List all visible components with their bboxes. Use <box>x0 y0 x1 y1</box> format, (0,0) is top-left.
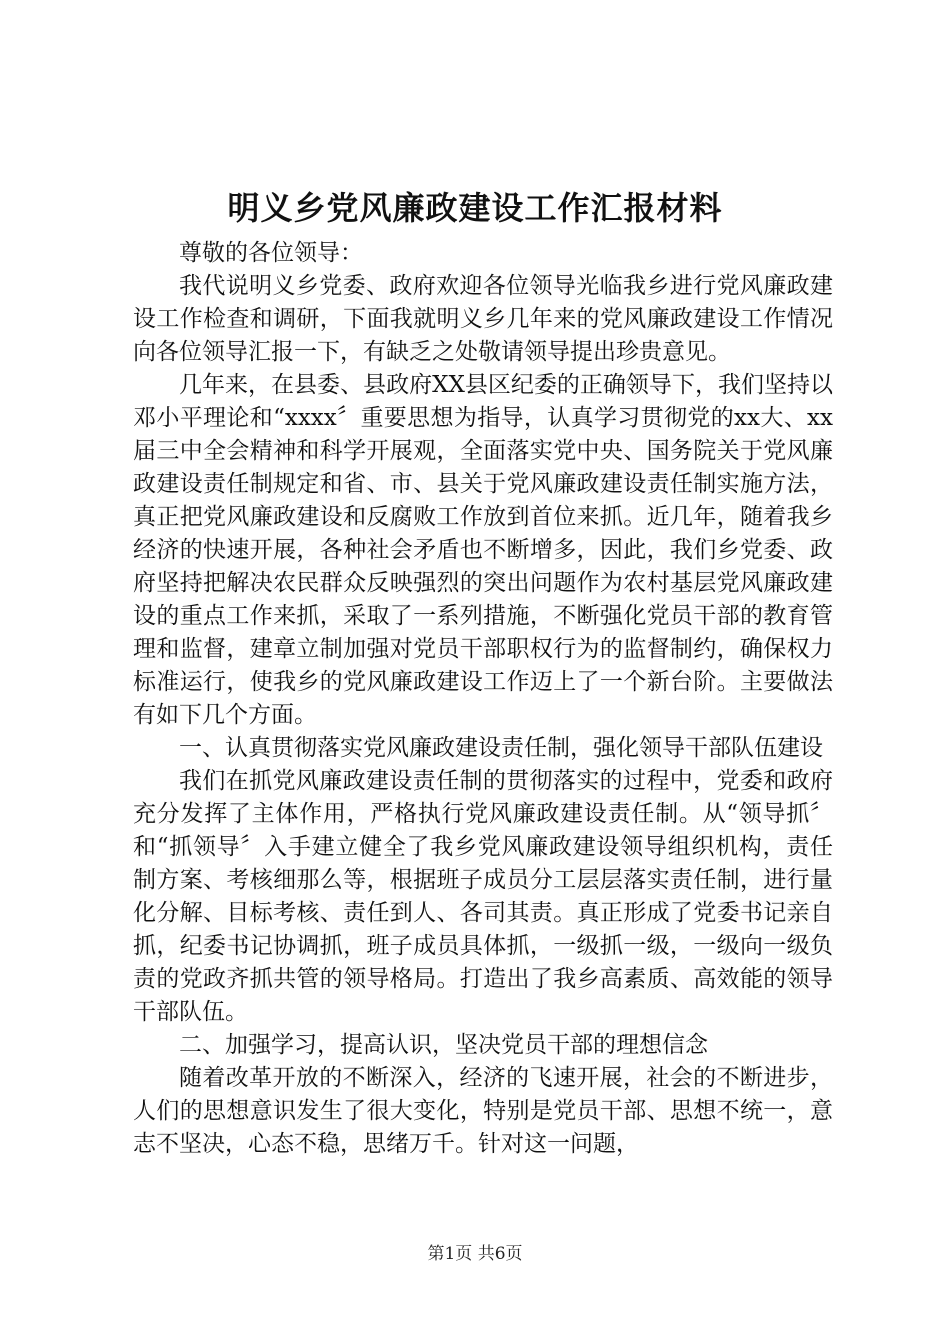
paragraph-section-1: 我们在抓党风廉政建设责任制的贯彻落实的过程中，党委和政府充分发挥了主体作用，严格执行党风廉政建设责任制。从“领导抓〞和“抓领导〞入手建立健全了我乡党风廉政建设领导组织机构，责任制方案、考核细那么等，根据班子成员分工层层落实责任制，进行量化分解、目标考核、责任到人、各司其责。真正形成了党委书记亲自抓，纪委书记协调抓，班子成员具体抓，一级抓一级，一级向一级负责的党政齐抓共管的领导格局。打造出了我乡高素质、高效能的领导干部队伍。 <box>133 768 833 1025</box>
paragraph-intro: 我代说明义乡党委、政府欢迎各位领导光临我乡进行党风廉政建设工作检查和调研，下面我就明义乡几年来的党风廉政建设工作情况向各位领导汇报一下，有缺乏之处敬请领导提出珍贵意见。 <box>133 273 833 365</box>
document-title: 明义乡党风廉政建设工作汇报材料 <box>227 189 723 227</box>
page-footer: 第1页 共6页 <box>427 1244 523 1264</box>
section-heading-1: 一、认真贯彻落实党风廉政建设责任制，强化领导干部队伍建设 <box>179 735 823 761</box>
document-body <box>133 237 833 1161</box>
paragraph-overview: 几年来，在县委、县政府XX县区纪委的正确领导下，我们坚持以邓小平理论和“xxxx〞重要思想为指导，认真学习贯彻党的xx大、xx届三中全会精神和科学开展观，全面落实党中央、国务院关于党风廉政建设责任制规定和省、市、县关于党风廉政建设责任制实施方法，真正把党风廉政建设和反腐败工作放到首位来抓。近几年，随着我乡经济的快速开展，各种社会矛盾也不断增多，因此，我们乡党委、政府坚持把解决农民群众反映强烈的突出问题作为农村基层党风廉政建设的重点工作来抓，采取了一系列措施，不断强化党员干部的教育管理和监督，建章立制加强对党员干部职权行为的监督制约，确保权力标准运行，使我乡的党风廉政建设工作迈上了一个新台阶。主要做法有如下几个方面。 <box>133 372 833 728</box>
paragraph-section-2: 随着改革开放的不断深入，经济的飞速开展，社会的不断进步，人们的思想意识发生了很大变化，特别是党员干部、思想不统一，意志不坚决，心态不稳，思绪万千。针对这一问题， <box>133 1065 833 1157</box>
salutation: 尊敬的各位领导： <box>179 240 363 266</box>
section-heading-2: 二、加强学习，提高认识，坚决党员干部的理想信念 <box>179 1032 708 1058</box>
